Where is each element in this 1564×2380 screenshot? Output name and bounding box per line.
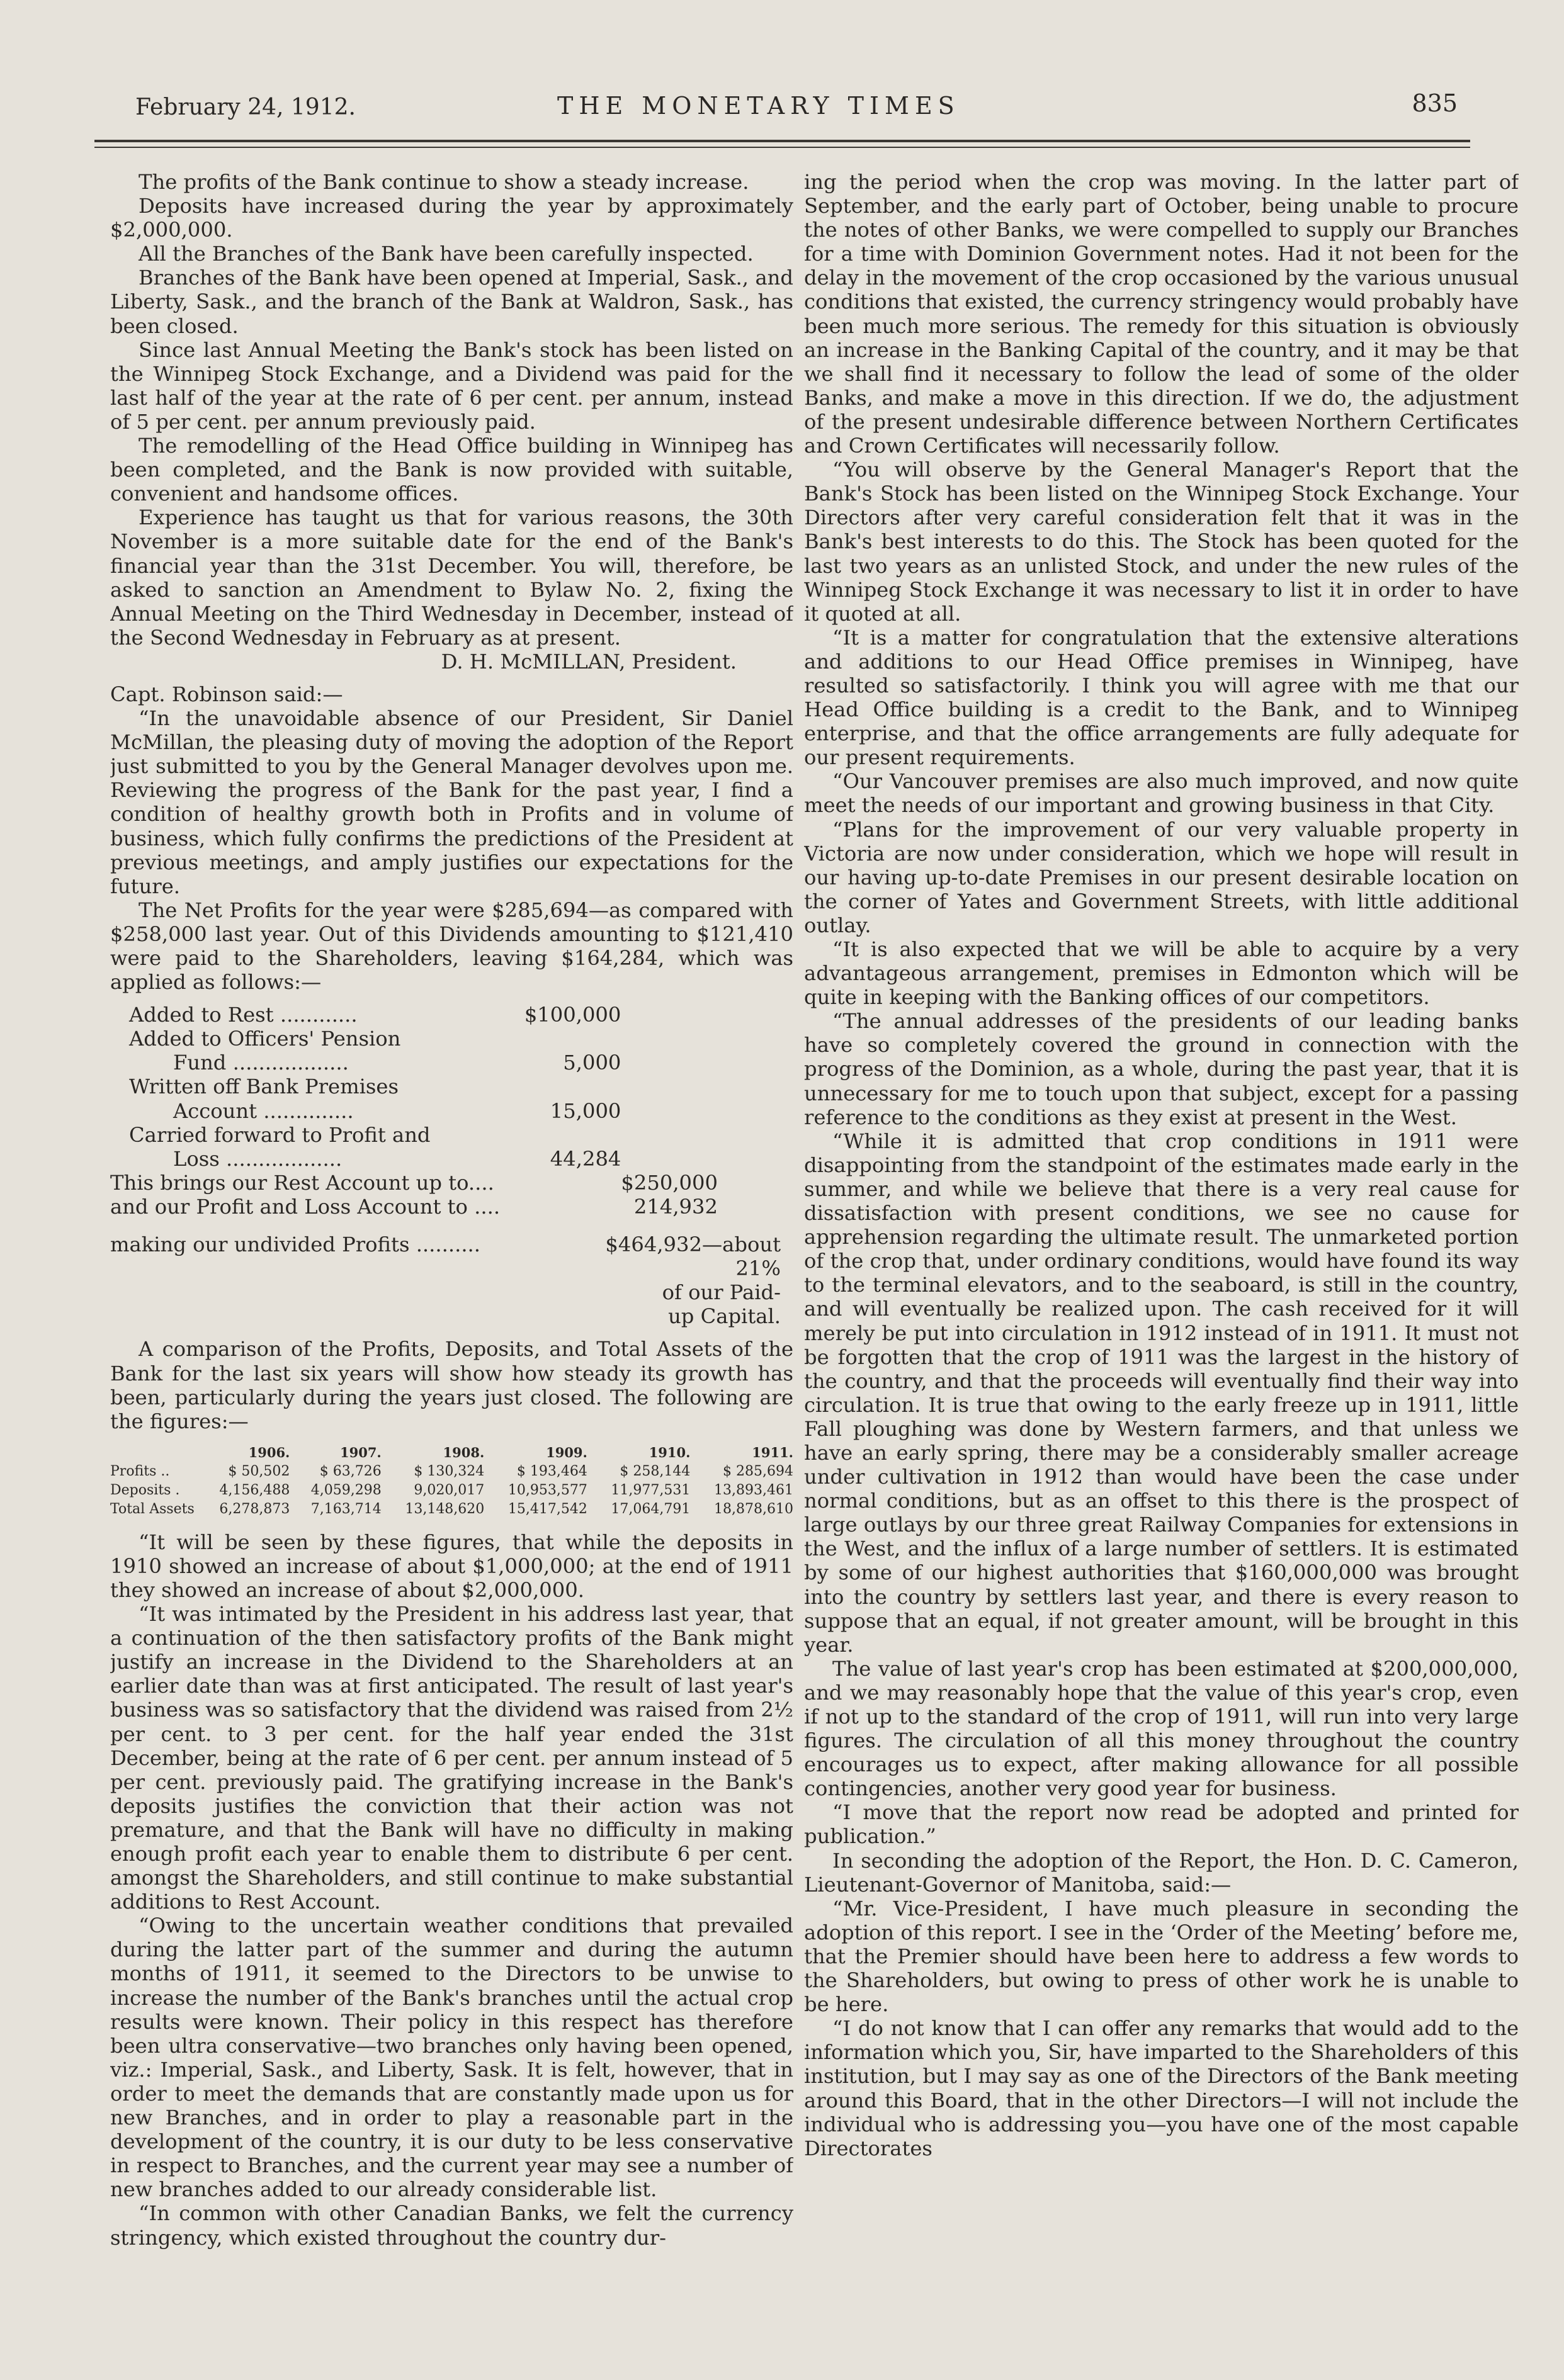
table-header-row: 1906. 1907. 1908. 1909. 1910. 1911. (248, 1444, 793, 1460)
paragraph: The remodelling of the Head Office building in Winnipeg has been completed, and the Bank is now provided with suitable, convenient and handsome offices. (110, 434, 793, 506)
undivided-profits-line: making our undivided Profits .......... $464,932—about 21% of our Paid- up Capital. (110, 1232, 793, 1328)
paragraph: Deposits have increased during the year by approximately $2,000,000. (110, 194, 793, 242)
paragraph: “In common with other Canadian Banks, we felt the currency stringency, which existed throughout the country dur- (110, 2201, 793, 2250)
header-rule-thick (94, 140, 1470, 142)
paragraph: A comparison of the Profits, Deposits, and Total Assets of the Bank for the last six years will show how steady its growth has been, particularly during the years just closed. The following are the figures:— (110, 1337, 793, 1433)
paragraph: In seconding the adoption of the Report, the Hon. D. C. Cameron, Lieutenant-Governor of Manitoba, said:— (804, 1848, 1519, 1897)
paragraph: “Owing to the uncertain weather conditions that prevailed during the latter part of the summer and during the autumn months of 1911, it seemed to the Directors to be unwise to increase the number of the Bank's branches until the actual crop results were known. Their policy in this respect has therefore been ultra conservative—two branches only having been opened, viz.: Imperial, Sask., and Liberty, Sask. It is felt, however, that in order to meet the demands that are constantly made upon us for new Branches, and in order to play a reasonable part in the development of the country, it is our duty to be less conservative in respect to Branches, and the current year may see a number of new branches added to our already considerable list. (110, 1914, 793, 2202)
issue-date: February 24, 1912. (135, 94, 356, 120)
table-row: Profits .. $ 50,502 $ 63,726 $ 130,324 $ 193,464 $ 258,144 $ 285,694 (110, 1463, 793, 1479)
left-column (110, 170, 793, 2354)
page-header (135, 89, 1458, 132)
paragraph: “The annual addresses of the presidents of our leading banks have so completely covered the ground in connection with the progress of the Dominion, as a whole, during the past year, that it is unnecessary for me to touch upon that subject, except for a passing reference to the conditions as they exist at present in the West. (804, 1009, 1519, 1129)
paragraph: “You will observe by the General Manager's Report that the Bank's Stock has been listed on the Winnipeg Stock Exchange. Your Directors after very careful consideration felt that it was in the Bank's best interests to do this. The Stock has been quoted for the last two years as an unlisted Stock, and under the new rules of the Winnipeg Stock Exchange it was necessary to list it in order to have it quoted at all. (804, 458, 1519, 626)
paragraph: All the Branches of the Bank have been carefully inspected. (139, 242, 754, 266)
table-row: Written off Bank Premises (129, 1074, 399, 1099)
paragraph-continuation: ing the period when the crop was moving. In the latter part of September, and the early part of October, being unable to procure the notes of other Banks, we were compelled to supply our Branches for a time with Dominion Government notes. Had it not been for the delay in the movement of the crop occasioned by the various unusual conditions that existed, the currency stringency would probably have been much more serious. The remedy for this situation is obviously an increase in the Banking Capital of the country, and it may be that we shall find it necessary to follow the lead of some of the older Banks, and make a move in this direction. If we do, the adjustment of the present undesirable difference between Northern Certificates and Crown Certificates will necessarily follow. (804, 170, 1519, 458)
allocation-table (110, 1003, 793, 1219)
table-row: Loss .................. 44,284 (173, 1146, 621, 1171)
paragraph: “Plans for the improvement of our very valuable property in Victoria are now under consideration, which we hope will result in our having up-to-date Premises in our present desirable location on the corner of Yates and Government Streets, with little additional outlay. (804, 817, 1519, 937)
paragraph: The profits of the Bank continue to show a steady increase. (139, 170, 749, 194)
paragraph: “Our Vancouver premises are also much improved, and now quite meet the needs of our important and growing business in that City. (804, 769, 1519, 818)
president-signature: D. H. McMILLAN, President. (441, 649, 737, 674)
undivided-profits-value: $464,932—about 21% of our Paid- up Capital. (605, 1232, 781, 1329)
paragraph: “It is also expected that we will be able to acquire by a very advantageous arrangement, premises in Edmonton which will be quite in keeping with the Banking offices of our competitors. (804, 937, 1519, 1010)
paragraph: Branches of the Bank have been opened at Imperial, Sask., and Liberty, Sask., and the branch of the Bank at Waldron, Sask., has been closed. (110, 266, 793, 338)
right-column (804, 170, 1519, 2354)
table-row: Fund .................. 5,000 (173, 1051, 621, 1075)
table-row: Added to Rest ............ $100,000 (129, 1003, 621, 1027)
paragraph: “It is a matter for congratulation that the extensive alterations and additions to our Head Office premises in Winnipeg, have resulted so satisfactorily. I think you will agree with me that our Head Office building is a credit to the Bank, and to Winnipeg enterprise, and that the office arrangements are fully adequate for our present requirements. (804, 625, 1519, 770)
paragraph: The value of last year's crop has been estimated at $200,000,000, and we may reasonably hope that the value of this year's crop, even if not up to the standard of the crop of 1911, will run into very large figures. The circulation of all this money throughout the country encourages us to expect, after making allowance for all possible contingencies, another very good year for business. (804, 1656, 1519, 1801)
paragraph: “It will be seen by these figures, that while the deposits in 1910 showed an increase of about $1,000,000; at the end of 1911 they showed an increase of about $2,000,000. (110, 1530, 793, 1602)
page-number: 835 (1412, 89, 1458, 117)
table-row: Added to Officers' Pension (129, 1027, 401, 1051)
table-row: This brings our Rest Account up to.... $250,000 (110, 1170, 718, 1195)
paragraph: “I do not know that I can offer any remarks that would add to the information which you, Sir, have imparted to the Shareholders of this institution, but I may say as one of the Directors of the Bank meeting around this Board, that in the other Directors—I will not include the individual who is addressing you—you have one of the most capable Directorates (804, 2016, 1519, 2160)
six-year-figures-table (110, 1443, 793, 1519)
paragraph: The Net Profits for the year were $285,694—as compared with $258,000 last year. Out of this Dividends amounting to $121,410 were paid to the Shareholders, leaving $164,284, which was applied as follows:— (110, 898, 793, 995)
header-rule-thin (94, 147, 1470, 148)
paragraph: “It was intimated by the President in his address last year, that a continuation of the then satisfactory profits of the Bank might justify an increase in the Dividend to the Shareholders at an earlier date than was at first anticipated. The result of last year's business was so satisfactory that the dividend was raised from 2½ per cent. to 3 per cent. for the half year ended the 31st December, being at the rate of 6 per cent. per annum instead of 5 per cent. previously paid. The gratifying increase in the Bank's deposits justifies the conviction that their action was not premature, and that the Bank will have no difficulty in making enough profit each year to enable them to distribute 6 per cent. amongst the Shareholders, and still continue to make substantial additions to Rest Account. (110, 1602, 793, 1914)
table-row: Carried forward to Profit and (129, 1122, 431, 1147)
paragraph: “While it is admitted that crop conditions in 1911 were disappointing from the standpoint of the estimates made early in the summer, and while we believe that there is a very real cause for dissatisfaction with present conditions, we see no cause for apprehension regarding the ultimate result. The unmarketed portion of the crop that, under ordinary conditions, would have found its way to the terminal elevators, and to the seaboard, is still in the country, and will eventually be realized upon. The cash received for it will merely be put into circulation in 1912 instead of in 1911. It must not be forgotten that the crop of 1911 was the largest in the history of the country, and that the proceeds will eventually find their way into circulation. It is true that owing to the early freeze up in 1911, little Fall ploughing was done by Western farmers, and that unless we have an early spring, there may be a considerably smaller acreage under cultivation in 1912 than would have been the case under normal conditions, but as an offset to this there is the prospect of large outlays by our three great Railway Companies for extensions in the West, and the influx of a large number of settlers. It is estimated by some of our highest authorities that $160,000,000 was brought into the country by settlers last year, and there is every reason to suppose that an equal, if not greater amount, will be brought in this year. (804, 1129, 1519, 1657)
publication-title: THE MONETARY TIMES (557, 92, 960, 120)
table-row: Total Assets 6,278,873 7,163,714 13,148,620 15,417,542 17,064,791 18,878,610 (110, 1501, 793, 1517)
table-row: and our Profit and Loss Account to .... 214,932 (110, 1194, 718, 1219)
table-row: Account .............. 15,000 (173, 1098, 621, 1123)
table-row: Deposits . 4,156,488 4,059,298 9,020,017 10,953,577 11,977,531 13,893,461 (110, 1482, 793, 1498)
paragraph: “I move that the report now read be adopted and printed for publication.” (804, 1800, 1519, 1849)
paragraph: Since last Annual Meeting the Bank's stock has been listed on the Winnipeg Stock Exchange, and a Dividend was paid for the last half of the year at the rate of 6 per cent. per annum, instead of 5 per cent. per annum previously paid. (110, 337, 793, 434)
paragraph: “Mr. Vice-President, I have much pleasure in seconding the adoption of this report. I see in the ‘Order of the Meeting’ before me, that the Premier should have been here to address a few words to the Shareholders, but owing to press of other work he is unable to be here. (804, 1896, 1519, 2017)
paragraph: “In the unavoidable absence of our President, Sir Daniel McMillan, the pleasing duty of moving the adoption of the Report just submitted to you by the General Manager devolves upon me. Reviewing the progress of the Bank for the past year, I find a condition of healthy growth both in Profits and in volume of business, which fully confirms the predictions of the President at previous meetings, and amply justifies our expectations for the future. (110, 706, 793, 898)
speaker-intro: Capt. Robinson said:— (110, 682, 343, 706)
paragraph: Experience has taught us that for various reasons, the 30th November is a more suitable date for the end of the Bank's financial year than the 31st December. You will, therefore, be asked to sanction an Amendment to Bylaw No. 2, fixing the Annual Meeting on the Third Wednesday in December, instead of the Second Wednesday in February as at present. (110, 505, 793, 650)
